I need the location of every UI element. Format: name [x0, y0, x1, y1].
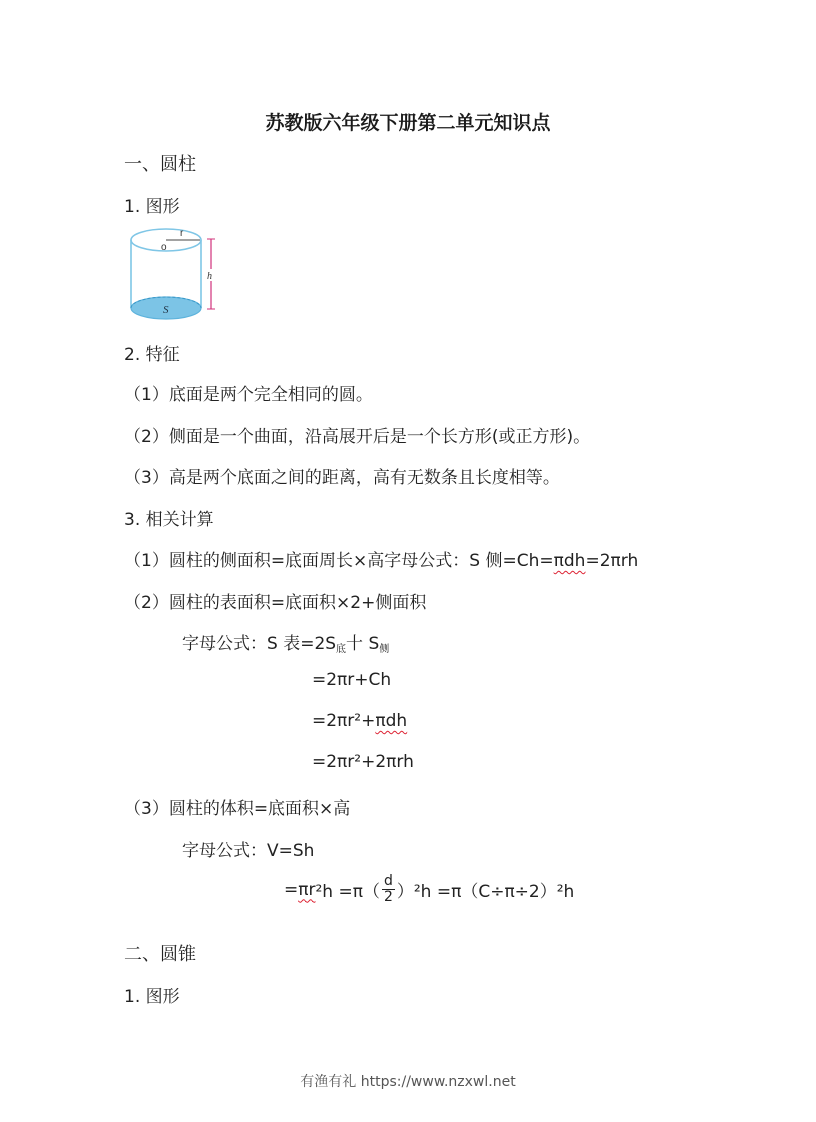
subsection-heading-cone-figure: 1. 图形 — [124, 987, 180, 1007]
subsection-heading-calculations: 3. 相关计算 — [124, 510, 214, 530]
section-heading-cone: 二、圆锥 — [124, 944, 196, 965]
subscript-base: 底 — [336, 644, 347, 655]
surface-area-formula — [182, 629, 389, 655]
volume-expansion — [284, 874, 574, 905]
footer-watermark: 有渔有礼 https://www.nzxwl.net — [300, 1074, 516, 1090]
calc-volume: （3）圆柱的体积=底面积×高 — [124, 799, 351, 819]
feature-item-1: （1）底面是两个完全相同的圆。 — [124, 385, 373, 405]
surface-step-3: =2πr²+2πrh — [312, 752, 414, 772]
svg-text:S: S — [163, 304, 169, 316]
lateral-area-suffix: =2πrh — [585, 551, 639, 571]
volume-eq: = — [284, 879, 299, 900]
svg-text:o: o — [161, 242, 167, 253]
surface-step-2-text: =2πr²+ — [312, 711, 376, 731]
surface-step-2 — [312, 711, 407, 731]
subscript-side: 侧 — [379, 644, 390, 655]
volume-part-2: ）²h =π（C÷π÷2）²h — [396, 882, 575, 902]
svg-text:r: r — [180, 228, 184, 239]
fraction-denominator: 2 — [383, 889, 393, 905]
feature-item-3: （3）高是两个底面之间的距离，高有无数条且长度相等。 — [124, 468, 560, 488]
surface-formula-text: 字母公式：S 表=2S — [182, 634, 337, 654]
lateral-area-text: （1）圆柱的侧面积=底面周长×高字母公式：S 侧=Ch= — [124, 551, 554, 571]
volume-formula: 字母公式：V=Sh — [182, 841, 315, 861]
fraction-numerator: d — [383, 873, 393, 889]
cylinder-diagram — [126, 222, 222, 326]
fraction-d-over-2 — [382, 874, 395, 905]
section-heading-cylinder: 一、圆柱 — [124, 154, 196, 175]
calc-lateral-area — [124, 546, 638, 571]
volume-wavy: πr — [298, 879, 316, 900]
surface-step-2-wavy: πdh — [375, 711, 408, 731]
feature-item-2: （2）侧面是一个曲面，沿高展开后是一个长方形(或正方形)。 — [124, 427, 591, 447]
calc-surface-area: （2）圆柱的表面积=底面积×2+侧面积 — [124, 593, 427, 613]
lateral-area-wavy: πdh — [553, 551, 586, 571]
surface-formula-plus: 十 S — [346, 634, 380, 654]
subsection-heading-figure: 1. 图形 — [124, 197, 180, 217]
svg-text:h: h — [207, 271, 212, 282]
surface-step-1: =2πr+Ch — [312, 670, 392, 690]
volume-part-1: ²h =π（ — [315, 882, 380, 902]
subsection-heading-features: 2. 特征 — [124, 345, 180, 365]
page-title: 苏教版六年级下册第二单元知识点 — [265, 112, 551, 134]
